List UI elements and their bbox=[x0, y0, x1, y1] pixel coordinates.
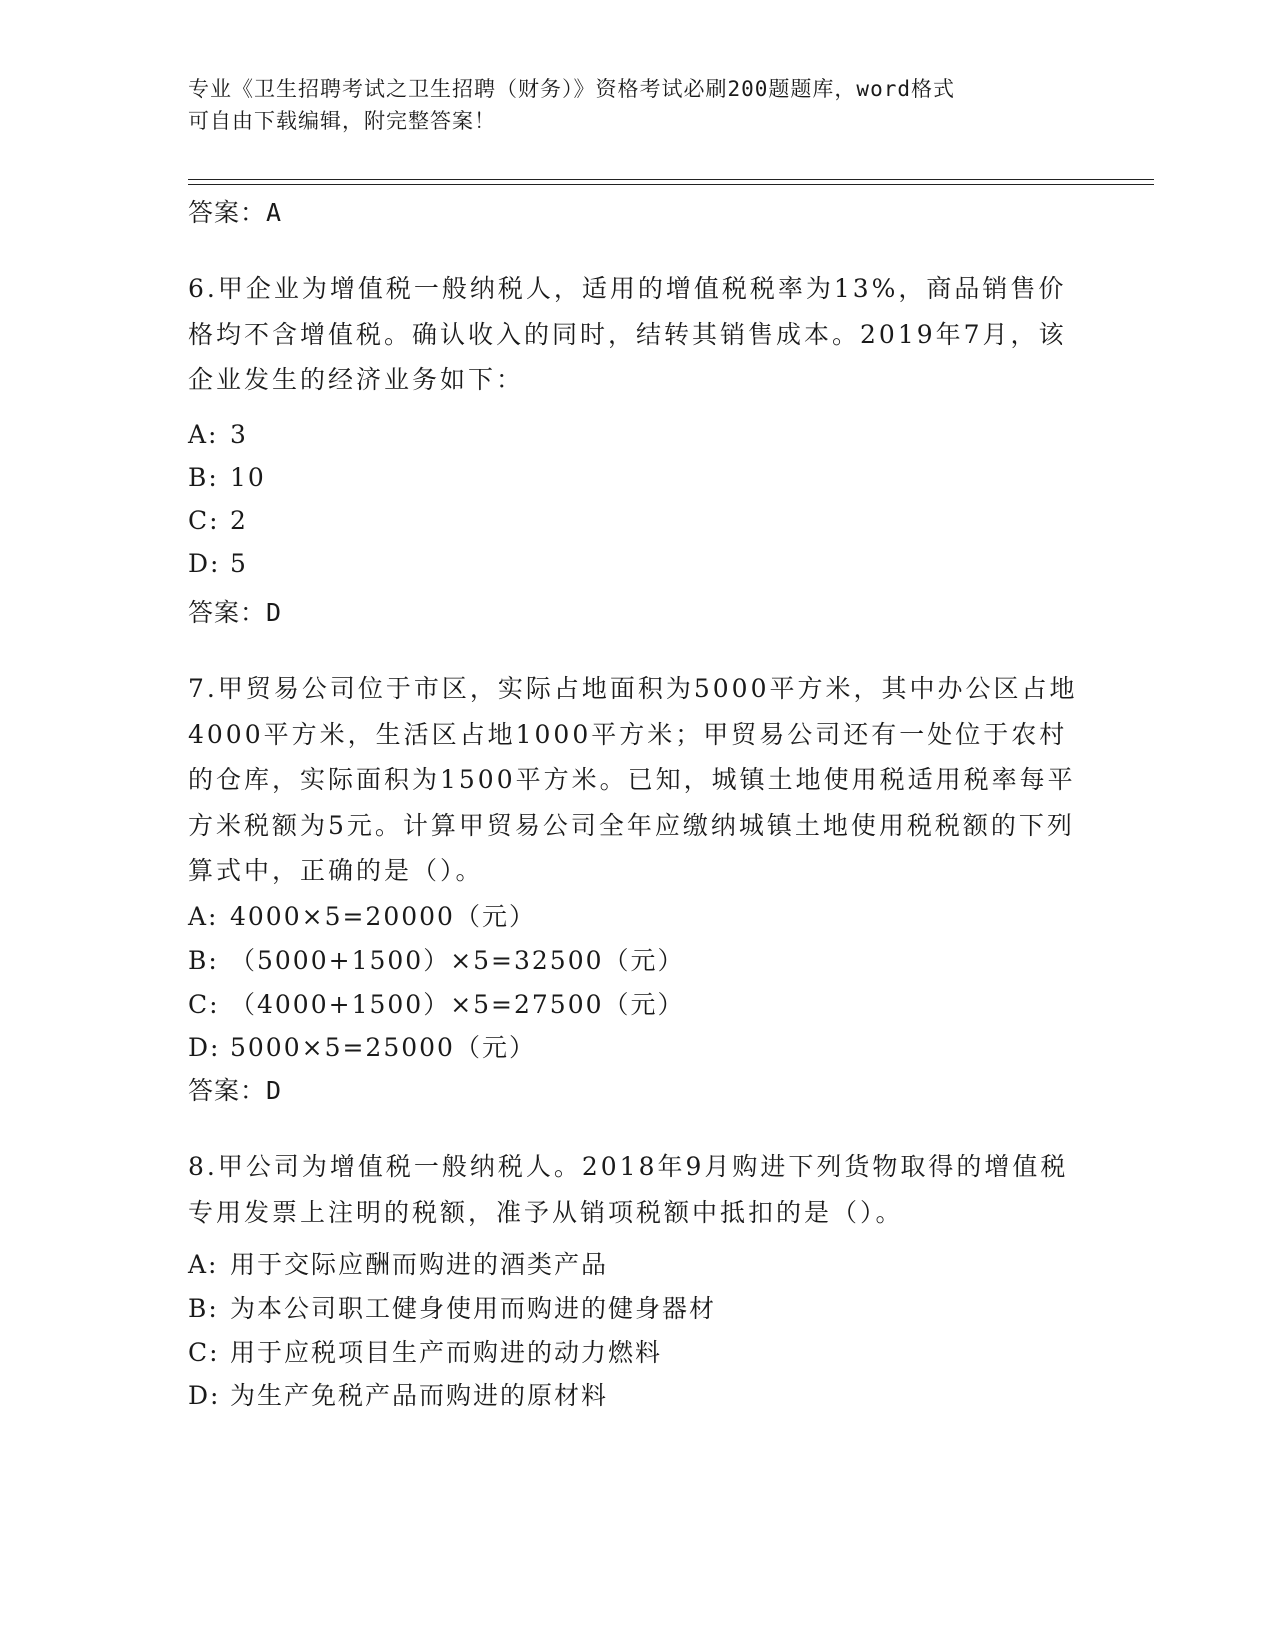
option-label: B: bbox=[188, 946, 219, 975]
option-value: 3 bbox=[230, 420, 248, 449]
question-8-text: 8.甲公司为增值税一般纳税人。2018年9月购进下列货物取得的增值税专用发票上注明的税额，准予从销项税额中抵扣的是（）。 bbox=[188, 1152, 1069, 1227]
option-label: D: bbox=[188, 549, 221, 578]
option-value: 为本公司职工健身使用而购进的健身器材 bbox=[230, 1294, 717, 1323]
option-label: D: bbox=[188, 1381, 221, 1410]
header-divider-top bbox=[188, 179, 1154, 180]
option-value: （4000+1500）×5=27500（元） bbox=[230, 990, 685, 1019]
question-7-option-b bbox=[188, 941, 685, 977]
question-8-option-a bbox=[188, 1245, 608, 1281]
option-label: A: bbox=[188, 420, 219, 449]
option-label: B: bbox=[188, 1294, 219, 1323]
question-6-text: 6.甲企业为增值税一般纳税人，适用的增值税税率为13%，商品销售价格均不含增值税。确认收入的同时，结转其销售成本。2019年7月，该企业发生的经济业务如下： bbox=[188, 274, 1067, 394]
question-8-option-b bbox=[188, 1289, 716, 1325]
option-label: C: bbox=[188, 506, 220, 535]
option-value: （5000+1500）×5=32500（元） bbox=[230, 946, 685, 975]
question-6-option-c bbox=[188, 506, 248, 535]
option-label: D: bbox=[188, 1033, 221, 1062]
option-value: 为生产免税产品而购进的原材料 bbox=[230, 1381, 609, 1410]
previous-answer: 答案：A bbox=[188, 198, 283, 227]
option-value: 2 bbox=[230, 506, 248, 535]
header-line-1: 专业《卫生招聘考试之卫生招聘（财务）》资格考试必刷200题题库，word格式 bbox=[188, 77, 955, 101]
header-divider-bottom bbox=[188, 184, 1154, 185]
question-6-answer: 答案：D bbox=[188, 598, 283, 627]
option-value: 用于应税项目生产而购进的动力燃料 bbox=[230, 1338, 663, 1367]
question-6-option-b bbox=[188, 463, 266, 492]
header-line-2: 可自由下载编辑，附完整答案！ bbox=[188, 109, 496, 133]
option-value: 4000×5=20000（元） bbox=[230, 902, 536, 931]
option-value: 5 bbox=[230, 549, 248, 578]
option-value: 用于交际应酬而购进的酒类产品 bbox=[230, 1250, 609, 1279]
question-7-option-c bbox=[188, 985, 685, 1021]
option-label: C: bbox=[188, 1338, 220, 1367]
document-header bbox=[188, 73, 1088, 137]
question-8-option-c bbox=[188, 1333, 662, 1369]
question-8-option-d bbox=[188, 1376, 608, 1412]
option-label: A: bbox=[188, 902, 219, 931]
question-6-option-a bbox=[188, 420, 248, 449]
question-7-option-a bbox=[188, 897, 536, 933]
option-label: B: bbox=[188, 463, 219, 492]
question-7-option-d bbox=[188, 1028, 536, 1064]
option-label: A: bbox=[188, 1250, 219, 1279]
question-6-option-d bbox=[188, 549, 248, 578]
option-label: C: bbox=[188, 990, 220, 1019]
question-7-answer: 答案：D bbox=[188, 1076, 283, 1105]
question-7-text: 7.甲贸易公司位于市区，实际占地面积为5000平方米，其中办公区占地4000平方米，生活区占地1000平方米；甲贸易公司还有一处位于农村的仓库，实际面积为1500平方米。已知，城镇土地使用税适用税率每平方米税额为5元。计算甲贸易公司全年应缴纳城镇土地使用税税额的下列算式中，正确的是（）。 bbox=[188, 674, 1078, 885]
option-value: 10 bbox=[230, 463, 266, 492]
option-value: 5000×5=25000（元） bbox=[230, 1033, 536, 1062]
